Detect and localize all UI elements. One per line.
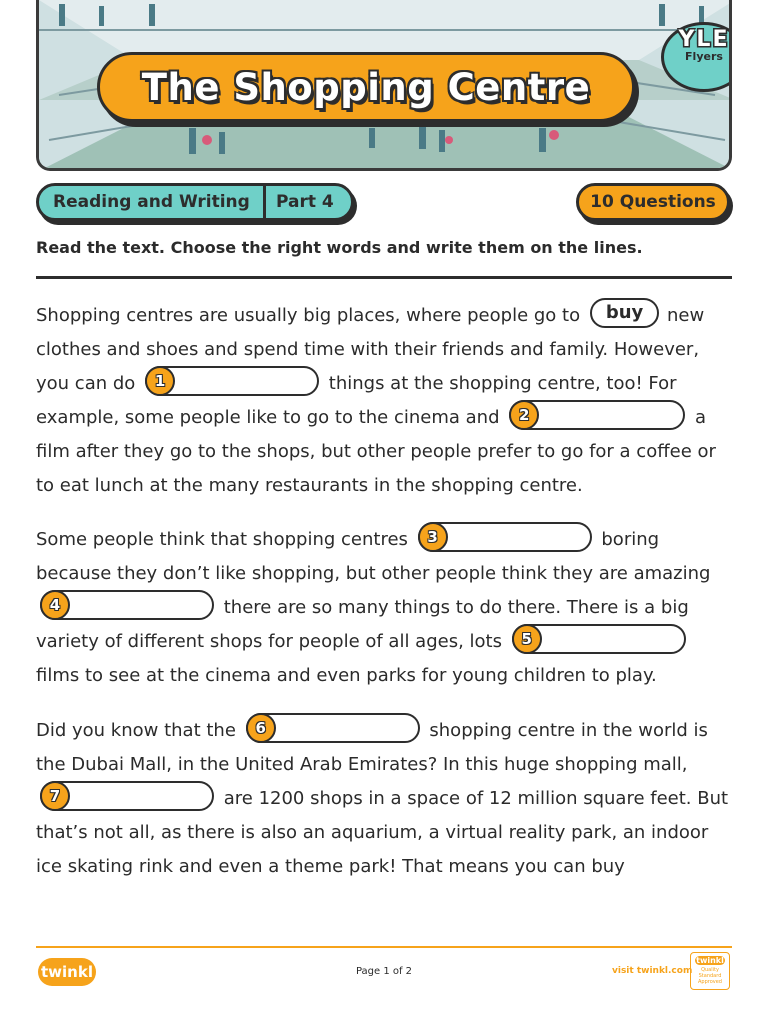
answer-gap-6[interactable] <box>246 713 420 743</box>
gap-number: 1 <box>145 366 175 396</box>
text-segment: films to see at the cinema and even parks for young children to play. <box>36 665 657 686</box>
quality-badge-logo: twinkl <box>696 956 724 965</box>
text-segment: new clothes and shoes and spend time with their friends and family. However, you can do <box>36 305 705 394</box>
paragraph-3 <box>36 714 736 884</box>
answer-gap-7[interactable] <box>40 781 214 811</box>
paragraph-1 <box>36 299 736 503</box>
gap-number: 2 <box>509 400 539 430</box>
title-banner <box>97 52 635 122</box>
answer-gap-4[interactable] <box>40 590 214 620</box>
text-segment: there are so many things to do there. There is a big variety of different shops for people of all ages, lots <box>36 597 689 652</box>
gap-number: 7 <box>40 781 70 811</box>
gap-number: 3 <box>418 522 448 552</box>
yle-badge-label: YLE <box>678 27 730 52</box>
gap-number: 4 <box>40 590 70 620</box>
page-number: Page 1 of 2 <box>355 966 413 977</box>
paragraph-2 <box>36 523 736 693</box>
answer-gap-3[interactable] <box>418 522 592 552</box>
text-segment: a film after they go to the shops, but other people prefer to go for a coffee or to eat lunch at the many restaurants in the shopping centre. <box>36 407 716 496</box>
page-title: The Shopping Centre <box>141 65 591 109</box>
text-segment: shopping centre in the world is the Dubai Mall, in the United Arab Emirates? In this huge shopping mall, <box>36 720 708 775</box>
answer-gap-2[interactable] <box>509 400 685 430</box>
quality-standard-badge <box>690 952 730 990</box>
gap-number: 5 <box>512 624 542 654</box>
text-segment: Shopping centres are usually big places, where people go to <box>36 305 581 326</box>
answer-gap-5[interactable] <box>512 624 686 654</box>
section-label: Reading and Writing <box>53 192 250 212</box>
yle-badge-level: Flyers <box>685 50 723 63</box>
text-segment: are 1200 shops in a space of 12 million square feet. But that’s not all, as there is also an aquarium, a virtual reality park, an indoor ice skating rink and even a theme park! That means you can buy <box>36 788 729 877</box>
visit-link[interactable]: visit twinkl.com <box>612 966 693 976</box>
header-banner <box>36 0 732 171</box>
text-segment: Did you know that the <box>36 720 236 741</box>
text-segment: boring because they don’t like shopping, but other people think they are amazing <box>36 529 711 584</box>
question-count-tag: 10 Questions <box>576 183 730 221</box>
example-answer: buy <box>590 298 659 328</box>
text-segment: Some people think that shopping centres <box>36 529 408 550</box>
part-label: Part 4 <box>276 192 334 212</box>
instructions: Read the text. Choose the right words and write them on the lines. <box>36 238 643 257</box>
twinkl-logo[interactable]: twinkl <box>38 958 96 986</box>
text-segment: things at the shopping centre, too! For example, some people like to go to the cinema and <box>36 373 677 428</box>
answer-gap-1[interactable] <box>145 366 319 396</box>
section-tag <box>36 183 354 221</box>
divider-rule <box>36 276 732 279</box>
footer-rule <box>36 946 732 948</box>
gap-number: 6 <box>246 713 276 743</box>
quality-badge-text: Quality Standard Approved <box>698 967 722 985</box>
